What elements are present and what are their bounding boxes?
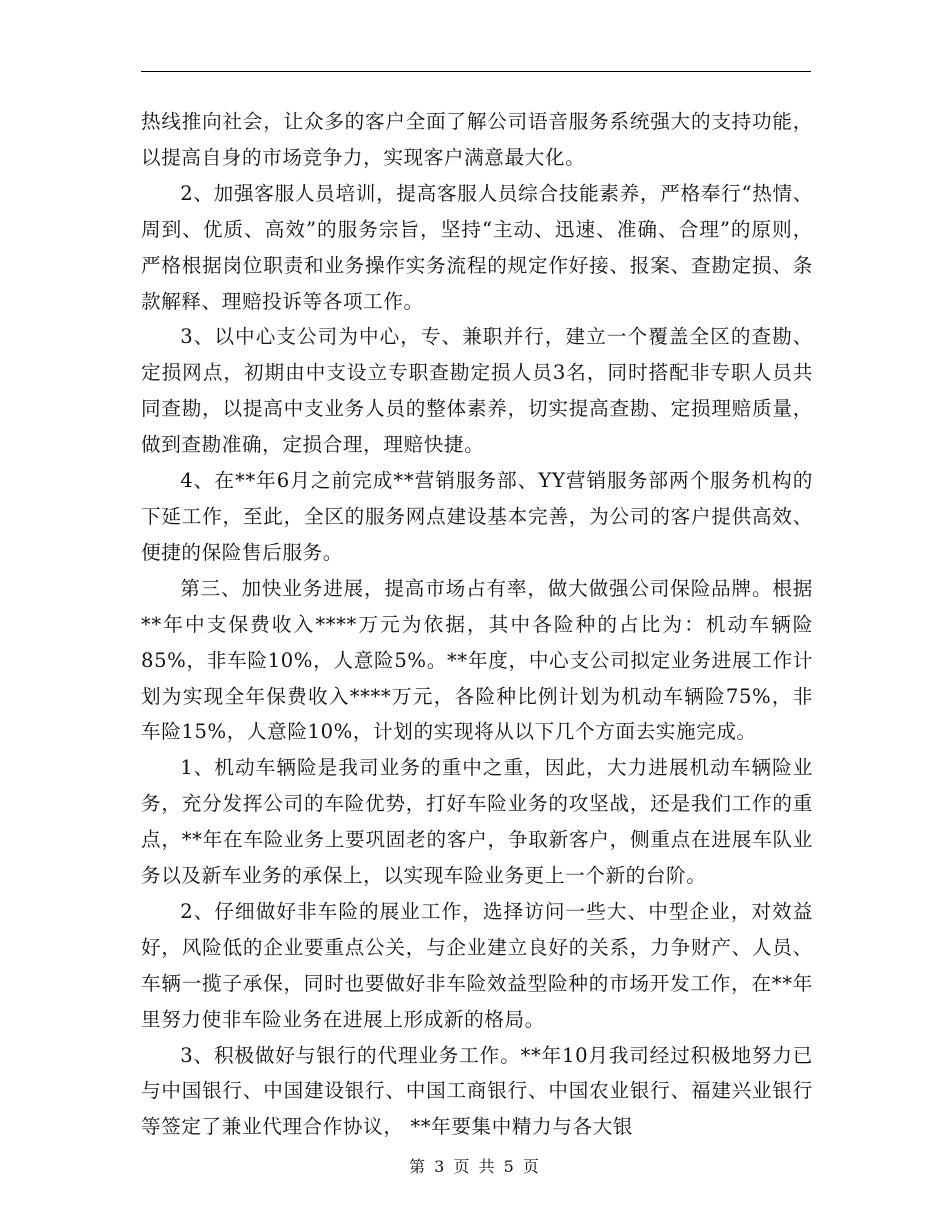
paragraph-7: 2、仔细做好非车险的展业工作，选择访问一些大、中型企业，对效益好，风险低的企业要重点公关，与企业建立良好的关系，力争财产、人员、车辆一揽子承保，同时也要做好非车险效益型险种的市场开发工作，在**年里努力使非车险业务在进展上形成新的格局。 — [141, 899, 813, 1031]
paragraph-3: 3、以中心支公司为中心，专、兼职并行，建立一个覆盖全区的查勘、定损网点，初期由中支设立专职查勘定损人员3名，同时搭配非专职人员共同查勘，以提高中支业务人员的整体素养，切实提高查勘、定损理赔质量，做到查勘准确，定损合理，理赔快捷。 — [141, 325, 813, 457]
page-number-footer: 第 3 页 共 5 页 — [409, 1157, 541, 1176]
paragraph-1: 热线推向社会，让众多的客户全面了解公司语音服务系统强大的支持功能，以提高自身的市场竞争力，实现客户满意最大化。 — [141, 110, 813, 169]
paragraph-6: 1、机动车辆险是我司业务的重中之重，因此，大力进展机动车辆险业务，充分发挥公司的车险优势，打好车险业务的攻坚战，还是我们工作的重点，**年在车险业务上要巩固老的客户，争取新客户，侧重点在进展车队业务以及新车业务的承保上，以实现车险业务更上一个新的台阶。 — [141, 756, 813, 888]
document-body — [141, 104, 813, 1145]
paragraph-4: 4、在**年6月之前完成**营销服务部、YY营销服务部两个服务机构的下延工作，至此，全区的服务网点建设基本完善，为公司的客户提供高效、便捷的保险售后服务。 — [141, 469, 813, 564]
header-rule — [141, 71, 811, 72]
paragraph-5: 第三、加快业务进展，提高市场占有率，做大做强公司保险品牌。根据**年中支保费收入****万元为依据，其中各险种的占比为：机动车辆险85%，非车险10%，人意险5%。**年度，中心支公司拟定业务进展工作计划为实现全年保费收入****万元，各险种比例计划为机动车辆险75%，非车险15%，人意险10%，计划的实现将从以下几个方面去实施完成。 — [141, 576, 813, 744]
paragraph-2: 2、加强客服人员培训，提高客服人员综合技能素养，严格奉行“热情、周到、优质、高效”的服务宗旨，坚持“主动、迅速、准确、合理”的原则，严格根据岗位职责和业务操作实务流程的规定作好接、报案、查勘定损、条款解释、理赔投诉等各项工作。 — [141, 181, 813, 313]
paragraph-8: 3、积极做好与银行的代理业务工作。**年10月我司经过积极地努力已与中国银行、中国建设银行、中国工商银行、中国农业银行、福建兴业银行等签定了兼业代理合作协议， **年要集中精力与各大银 — [141, 1043, 813, 1139]
